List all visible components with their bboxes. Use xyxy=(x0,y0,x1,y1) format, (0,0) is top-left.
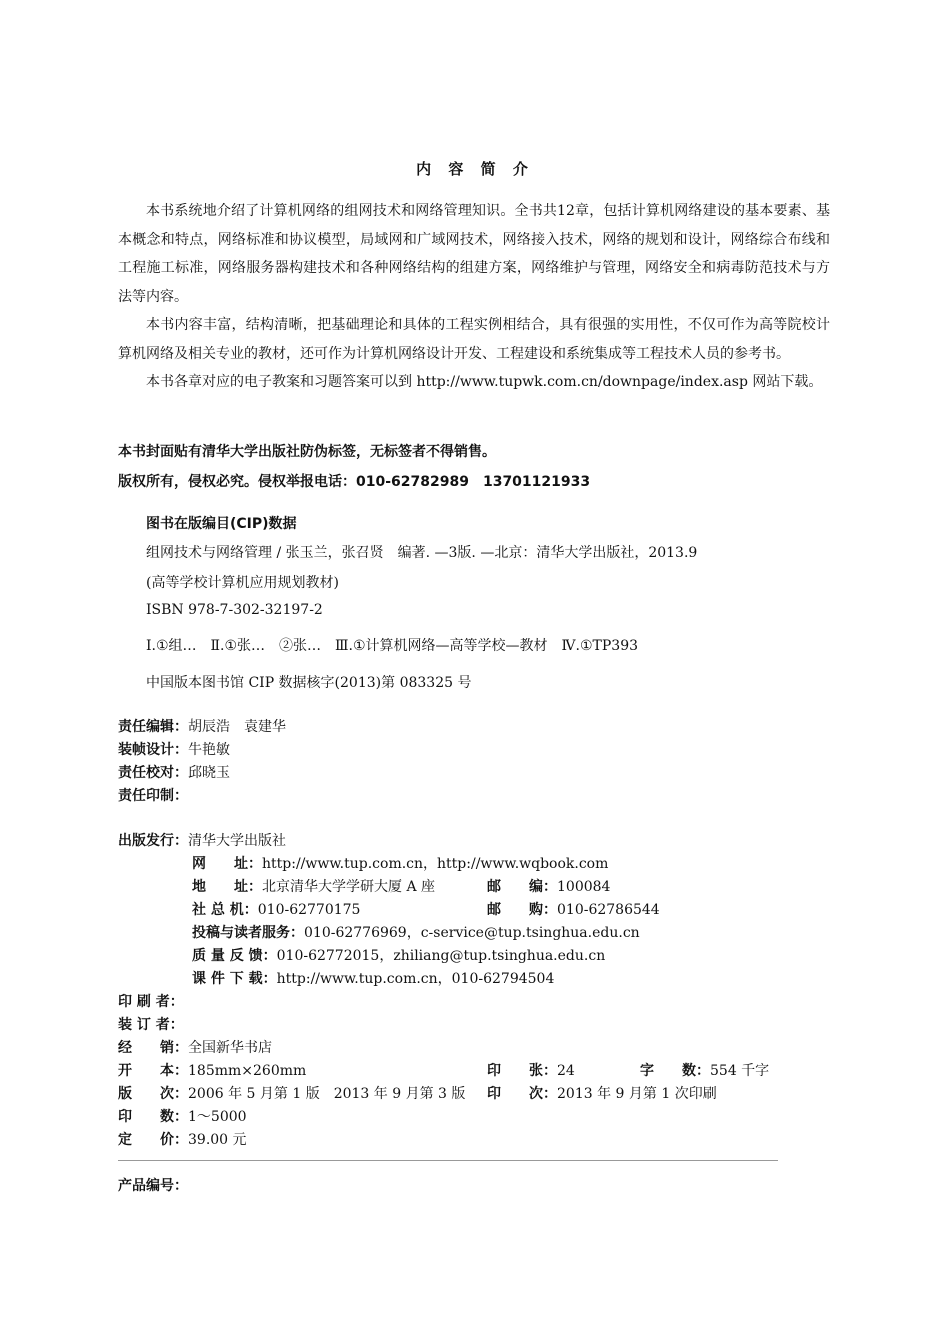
distributor-value: 全国新华书店 xyxy=(188,1040,272,1056)
publisher-name: 清华大学出版社 xyxy=(188,833,286,849)
impression-value: 2013 年 9 月第 1 次印刷 xyxy=(557,1086,717,1102)
cip-line-1: 组网技术与网络管理 / 张玉兰，张召贤 编著. —3版. —北京：清华大学出版社，2013.9 xyxy=(146,545,698,561)
word-count-row xyxy=(640,1060,769,1083)
binder-label: 装 订 者： xyxy=(118,1017,184,1033)
credit-value: 邱晓玉 xyxy=(188,765,230,781)
edition-label: 版 次： xyxy=(118,1086,188,1102)
zip-value: 100084 xyxy=(557,879,611,895)
credit-print-manager xyxy=(118,785,188,808)
sheets-row xyxy=(487,1060,575,1083)
service-label: 投稿与读者服务： xyxy=(192,925,304,941)
cip-line-4: Ⅰ.①组… Ⅱ.①张… ②张… Ⅲ.①计算机网络—高等学校—教材 Ⅳ.①TP393 xyxy=(146,638,639,654)
download-label: 课 件 下 载： xyxy=(192,971,277,987)
web-value: http://www.tup.com.cn，http://www.wqbook.com xyxy=(262,856,609,872)
publisher-service-row xyxy=(192,922,640,945)
print-count-label: 印 数： xyxy=(118,1109,188,1125)
distributor-row xyxy=(118,1037,272,1060)
service-value: 010-62776969，c-service@tup.tsinghua.edu.cn xyxy=(304,925,640,941)
cip-heading: 图书在版编目(CIP)数据 xyxy=(146,516,297,532)
printer-row xyxy=(118,991,184,1014)
publisher-phone-row xyxy=(192,899,360,922)
address-value: 北京清华大学学研大厦 A 座 xyxy=(262,879,436,895)
credit-proofreader xyxy=(118,762,230,785)
edition-row xyxy=(118,1083,465,1106)
edition-value: 2006 年 5 月第 1 版 2013 年 9 月第 3 版 xyxy=(188,1086,466,1102)
phone-value: 010-62770175 xyxy=(257,902,361,918)
word-count-value: 554 千字 xyxy=(710,1063,770,1079)
cip-line-2: (高等学校计算机应用规划教材) xyxy=(146,575,339,591)
publisher-download-row xyxy=(192,968,554,991)
word-count-label: 字 数： xyxy=(640,1063,710,1079)
cip-line-3: ISBN 978-7-302-32197-2 xyxy=(146,602,323,618)
print-count-value: 1～5000 xyxy=(188,1109,247,1125)
format-value: 185mm×260mm xyxy=(188,1063,307,1079)
price-label: 定 价： xyxy=(118,1132,188,1148)
publisher-row xyxy=(118,830,286,853)
download-value: http://www.tup.com.cn，010-62794504 xyxy=(276,971,555,987)
impression-label: 印 次： xyxy=(487,1086,557,1102)
credit-label: 责任校对： xyxy=(118,765,188,781)
publisher-feedback-row xyxy=(192,945,605,968)
publisher-web-row xyxy=(192,853,608,876)
web-label: 网 址： xyxy=(192,856,262,872)
credit-label: 责任印制： xyxy=(118,788,188,804)
sheets-label: 印 张： xyxy=(487,1063,557,1079)
printer-label: 印 刷 者： xyxy=(118,994,184,1010)
credit-designer xyxy=(118,739,230,762)
page-title: 内 容 简 介 xyxy=(416,160,534,178)
feedback-value: 010-62772015，zhiliang@tup.tsinghua.edu.cn xyxy=(276,948,606,964)
price-value: 39.00 元 xyxy=(188,1132,247,1148)
cip-line-5: 中国版本图书馆 CIP 数据核字(2013)第 083325 号 xyxy=(146,675,472,691)
credit-label: 责任编辑： xyxy=(118,719,188,735)
product-code-row xyxy=(118,1175,188,1198)
format-label: 开 本： xyxy=(118,1063,188,1079)
intro-paragraph-1: 本书系统地介绍了计算机网络的组网技术和网络管理知识。全书共12章，包括计算机网络建设的基本要素、基本概念和特点，网络标准和协议模型，局域网和广域网技术，网络接入技术，网络的规划和设计，网络综合布线和工程施工标准，网络服务器构建技术和各种网络结构的组建方案，网络维护与管理，网络安全和病毒防范技术与方法等内容。 xyxy=(118,203,830,305)
credit-value: 胡辰浩 袁建华 xyxy=(188,719,286,735)
distributor-label: 经 销： xyxy=(118,1040,188,1056)
copyright-notice: 版权所有，侵权必究。侵权举报电话：010-62782989 13701121933 xyxy=(118,474,591,490)
section-divider xyxy=(118,1160,778,1161)
publisher-address-row xyxy=(192,876,435,899)
credit-value: 牛艳敏 xyxy=(188,742,230,758)
feedback-label: 质 量 反 馈： xyxy=(192,948,277,964)
credit-label: 装帧设计： xyxy=(118,742,188,758)
format-row xyxy=(118,1060,306,1083)
mail-order-label: 邮 购： xyxy=(487,902,557,918)
intro-paragraph-2: 本书内容丰富，结构清晰，把基础理论和具体的工程实例相结合，具有很强的实用性，不仅可作为高等院校计算机网络及相关专业的教材，还可作为计算机网络设计开发、工程建设和系统集成等工程技术人员的参考书。 xyxy=(118,317,830,362)
intro-paragraph-3: 本书各章对应的电子教案和习题答案可以到 http://www.tupwk.com.cn/downpage/index.asp 网站下载。 xyxy=(146,374,823,390)
product-code-label: 产品编号： xyxy=(118,1178,188,1194)
phone-label: 社 总 机： xyxy=(192,902,258,918)
print-count-row xyxy=(118,1106,247,1129)
publisher-label: 出版发行： xyxy=(118,833,188,849)
credit-editor xyxy=(118,716,286,739)
mail-order-value: 010-62786544 xyxy=(557,902,660,918)
price-row xyxy=(118,1129,247,1152)
binder-row xyxy=(118,1014,184,1037)
anti-counterfeit-notice: 本书封面贴有清华大学出版社防伪标签，无标签者不得销售。 xyxy=(118,444,496,460)
publisher-mail-order-row xyxy=(487,899,660,922)
sheets-value: 24 xyxy=(557,1063,575,1079)
zip-label: 邮 编： xyxy=(487,879,557,895)
intro-section xyxy=(118,197,830,397)
publisher-zip-row xyxy=(487,876,610,899)
impression-row xyxy=(487,1083,717,1106)
address-label: 地 址： xyxy=(192,879,262,895)
